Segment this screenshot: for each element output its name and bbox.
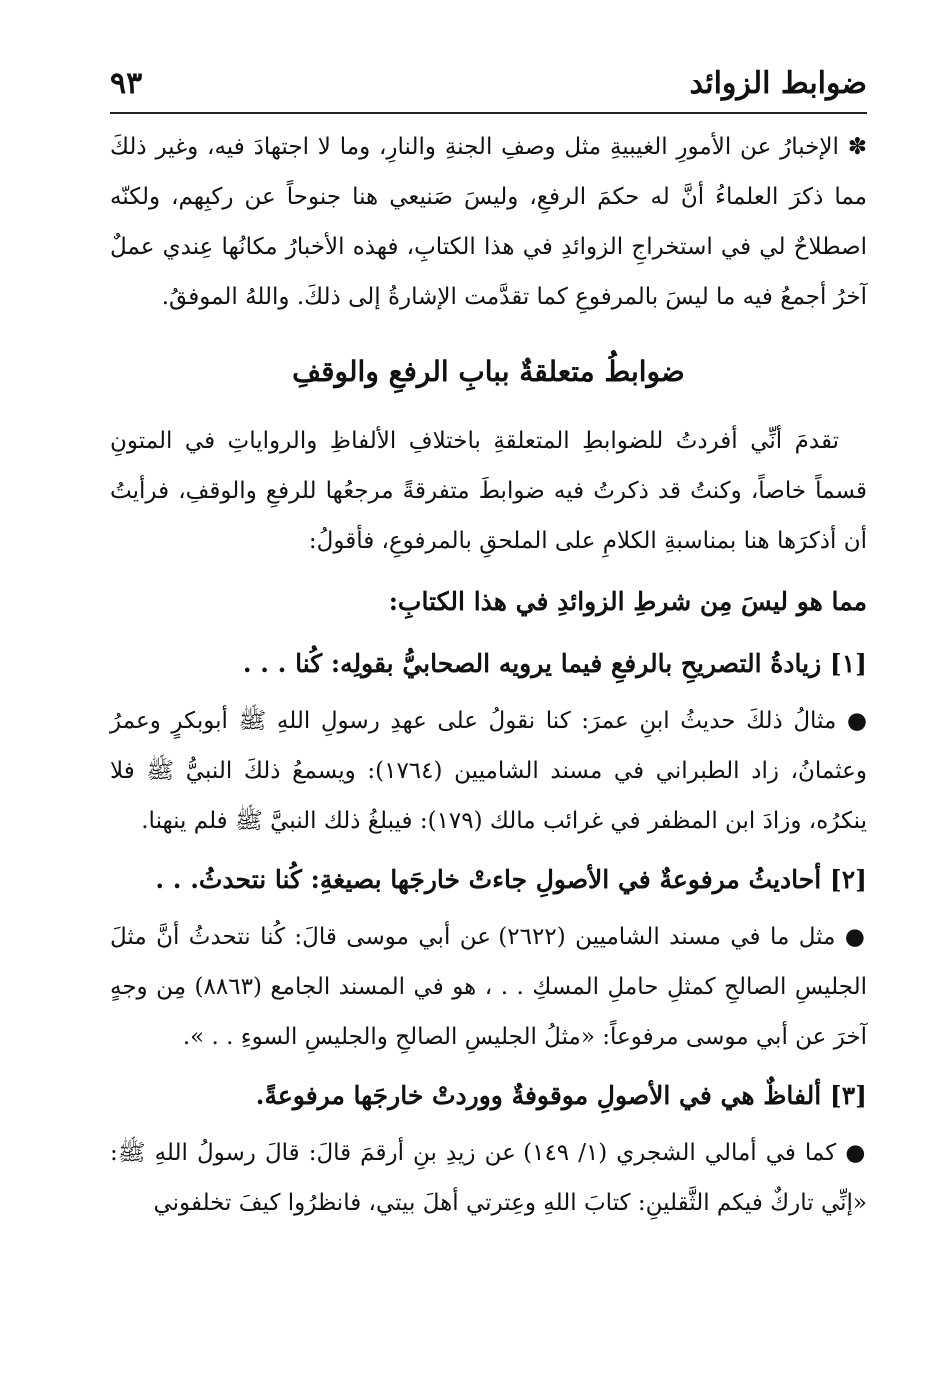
- item-heading-1: [١] زيادةُ التصريحِ بالرفعِ فيما يرويه الصحابيُّ بقولِه: كُنا . . .: [242, 649, 867, 678]
- page-number: ٩٣: [110, 66, 143, 101]
- intro-paragraph: ✽ الإخبارُ عن الأمورِ الغيبيةِ مثل وصفِ الجنةِ والنارِ، وما لا اجتهادَ فيه، وغير ذلكَ مما ذكرَ العلماءُ أنَّ له حكمَ الرفعِ، وليسَ صَنيعي هنا جنوحاً عن ركبِهم، ولكنّه اصطلاحٌ لي في استخراجِ الزوائدِ في هذا الكتابِ، فهذه الأخبارُ مكانُها عِندي عملٌ آخرُ أجمعُ فيه ما ليسَ بالمرفوعِ كما تقدَّمت الإشارةُ إلى ذلكَ. واللهُ الموفقُ.: [110, 134, 867, 310]
- page-header: [110, 60, 867, 114]
- running-title: ضوابط الزوائد: [689, 66, 867, 101]
- item-text-3: ● كما في أمالي الشجري (١/ ١٤٩) عن زيدِ بنِ أرقمَ قالَ: قالَ رسولُ اللهِ ﷺ: «إنِّي تاركٌ فيكم الثَّقلينِ: كتابَ اللهِ وعِترتي أهلَ بيتي، فانظرُوا كيفَ تخلفوني: [110, 1140, 867, 1216]
- item-text-2: ● مثل ما في مسند الشاميين (٢٦٢٢) عن أبي موسى قالَ: كُنا نتحدثُ أنَّ مثلَ الجليسِ الصالحِ كمثلِ حاملِ المسكِ . . ، هو في المسند الجامع (٨٨٦٣) مِن وجهٍ آخرَ عن أبي موسى مرفوعاً: «مثلُ الجليسِ الصالحِ والجليسِ السوءِ . . ».: [110, 924, 867, 1050]
- section-paragraph: تقدمَ أنِّي أفردتُ للضوابطِ المتعلقةِ باختلافِ الألفاظِ والرواياتِ في المتونِ قسماً خاصاً، وكنتُ قد ذكرتُ فيه ضوابطَ متفرقةً مرجعُها للرفعِ والوقفِ، فرأيتُ أن أذكرَها هنا بمناسبةِ الكلامِ على الملحقِ بالمرفوعِ، فأقولُ:: [110, 428, 867, 554]
- subheading: مما هو ليسَ مِن شرطِ الزوائدِ في هذا الكتابِ:: [388, 587, 867, 616]
- section-heading: ضوابطُ متعلقةٌ ببابِ الرفعِ والوقفِ: [292, 355, 685, 388]
- item-heading-2: [٢] أحاديثُ مرفوعةٌ في الأصولِ جاءتْ خارجَها بصيغةِ: كُنا نتحدثُ. . .: [155, 865, 867, 894]
- page-body: [110, 122, 867, 1228]
- item-text-1: ● مثالُ ذلكَ حديثُ ابنِ عمرَ: كنا نقولُ على عهدِ رسولِ اللهِ ﷺ أبوبكرٍ وعمرُ وعثمانُ، زاد الطبراني في مسند الشاميين (١٧٦٤): ويسمعُ ذلكَ النبيُّ ﷺ فلا ينكرُه، وزادَ ابن المظفر في غرائب مالك (١٧٩): فيبلغُ ذلك النبيَّ ﷺ فلم ينهنا.: [110, 708, 867, 834]
- item-heading-3: [٣] ألفاظٌ هي في الأصولِ موقوفةٌ ووردتْ خارجَها مرفوعةً.: [255, 1081, 867, 1110]
